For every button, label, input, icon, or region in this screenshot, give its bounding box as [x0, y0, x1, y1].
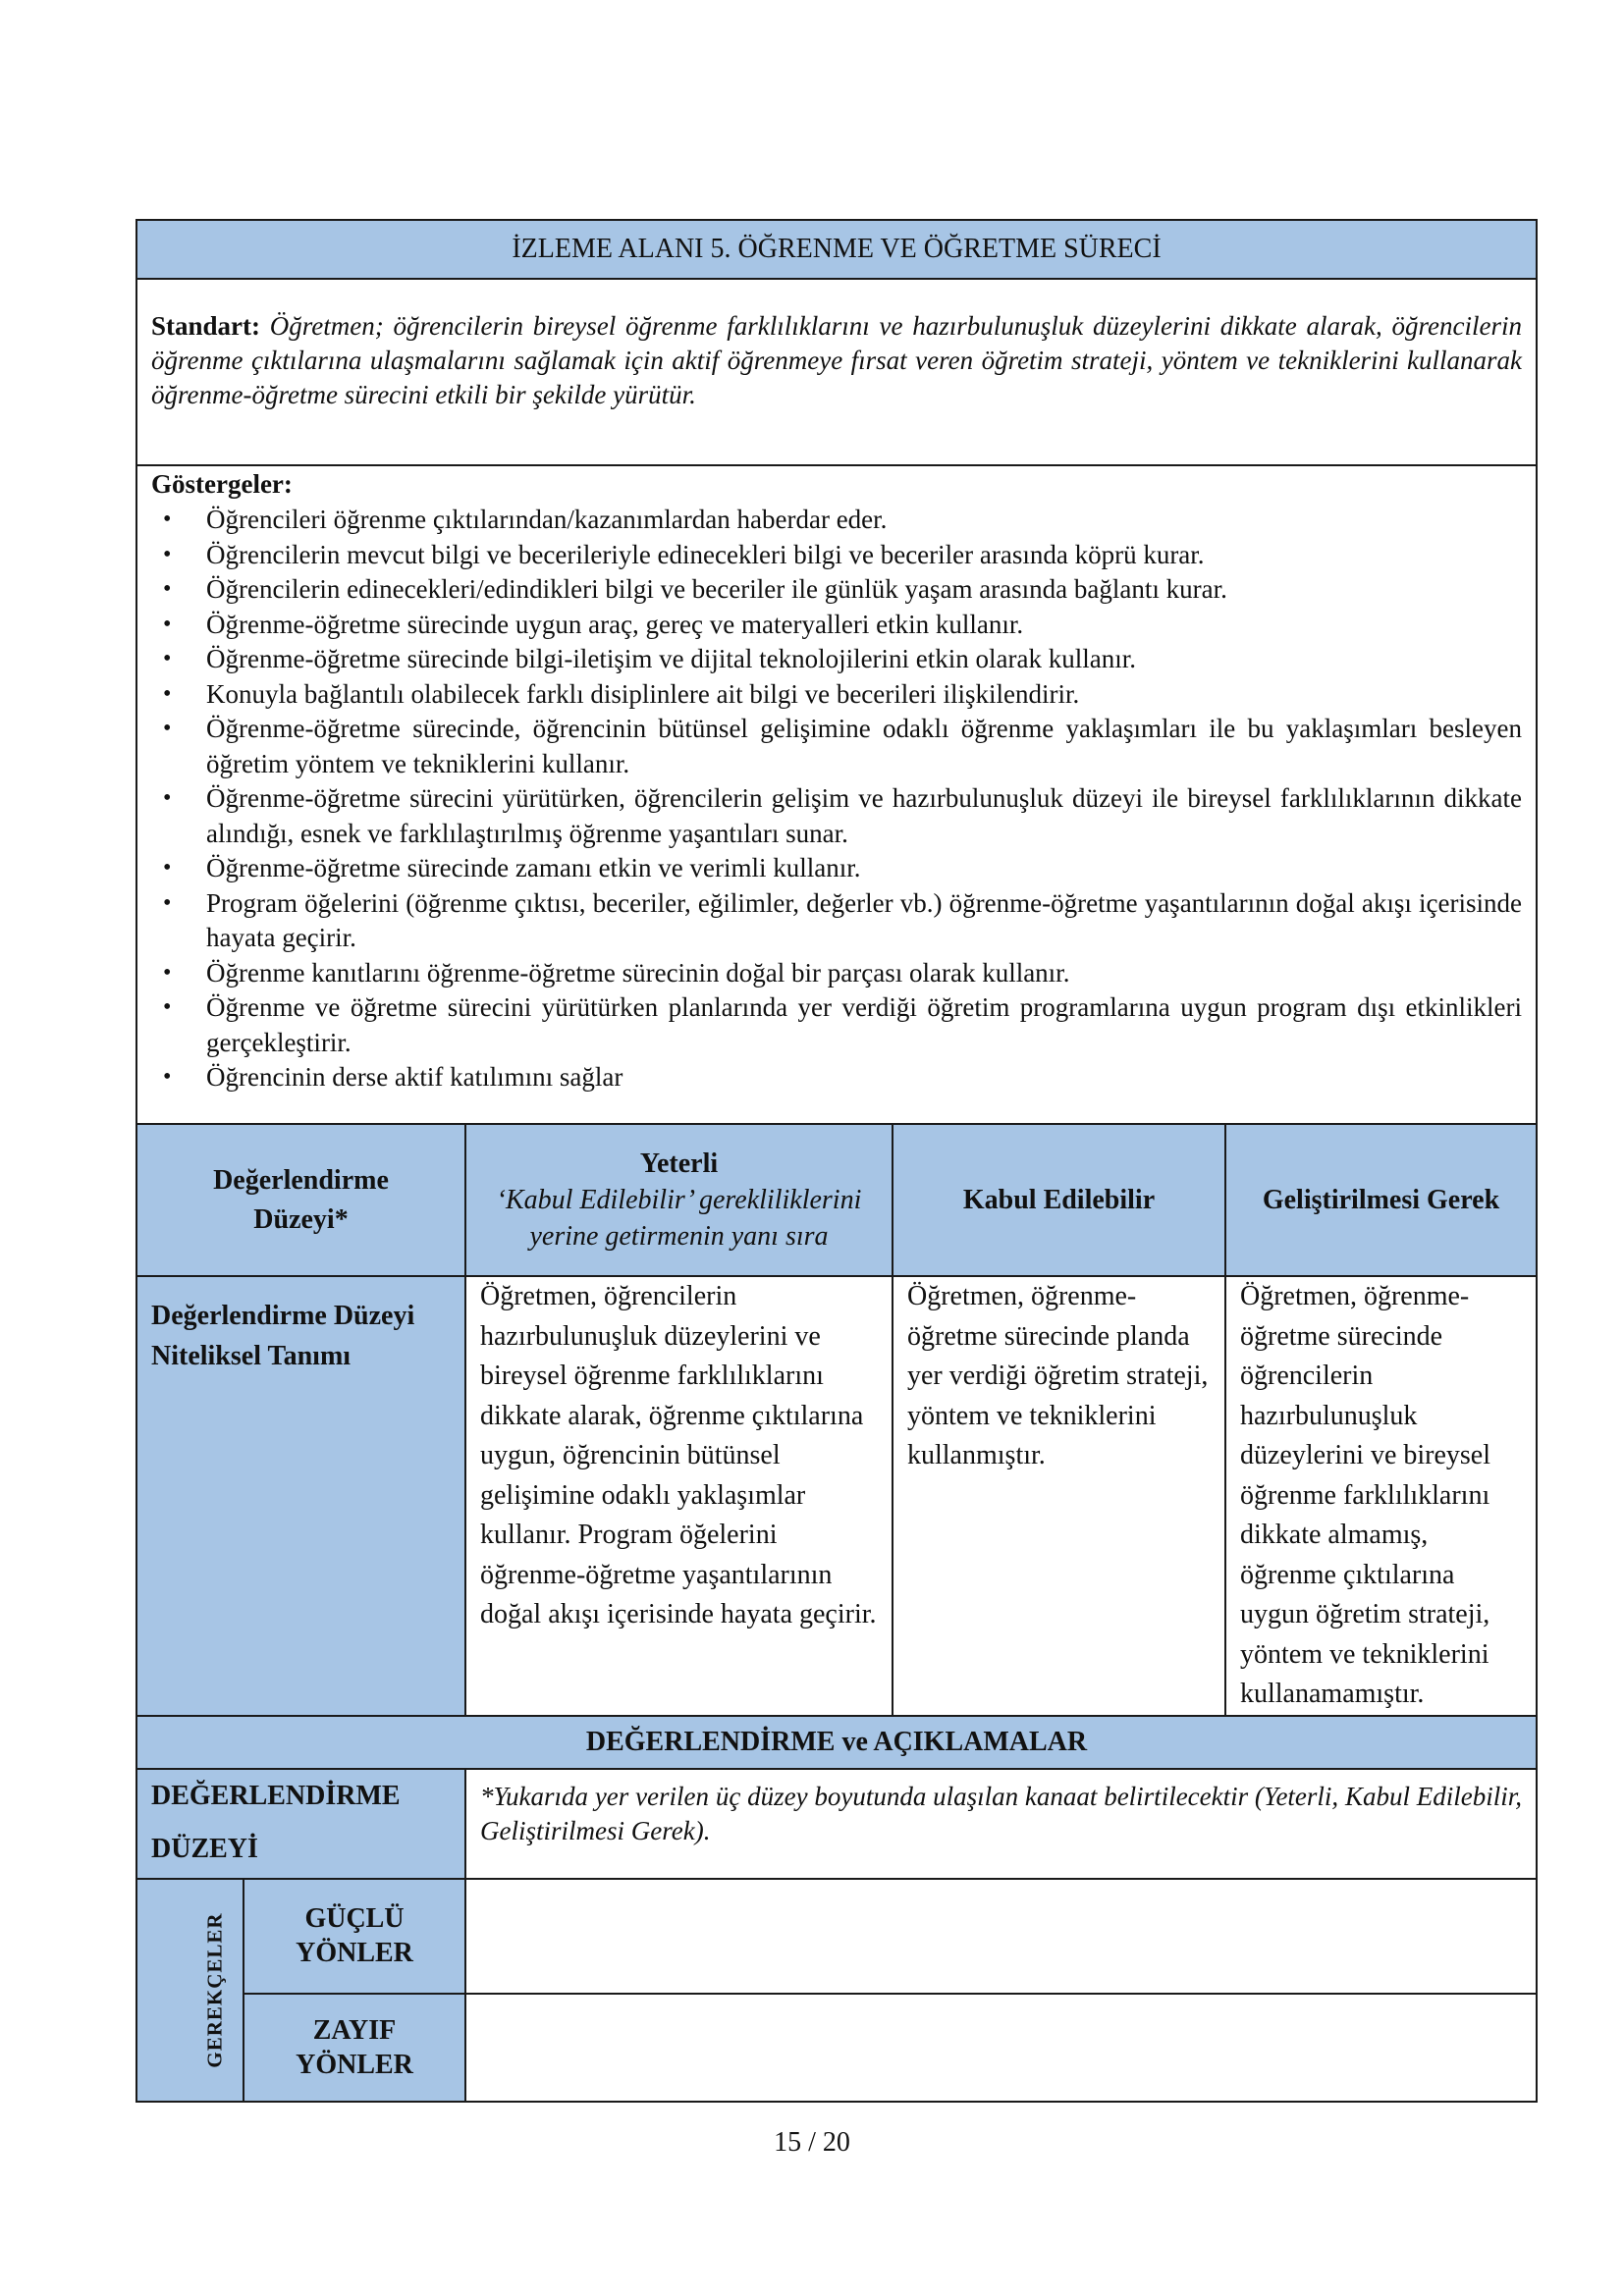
- indicator-item: • Öğrenme kanıtlarını öğrenme-öğretme sürecinin doğal bir parçası olarak kullanır.: [206, 956, 1522, 991]
- indicators-list: [151, 503, 1522, 1095]
- indicator-item: • Öğrenme-öğretme sürecinde bilgi-iletişim ve dijital teknolojilerini etkin olarak kullanır.: [206, 642, 1522, 677]
- reasons-label-cell: [136, 1879, 244, 2102]
- evaluation-level-header-line1: Değerlendirme: [213, 1164, 389, 1196]
- evaluation-level-field[interactable]: *Yukarıda yer verilen üç düzey boyutunda ulaşılan kanaat belirtilecektir (Yeterli, Kabul Edilebilir, Geliştirilmesi Gerek).: [465, 1769, 1537, 1879]
- evaluation-level-label: [136, 1769, 465, 1879]
- section-title: [136, 220, 1537, 279]
- indicators-heading: Göstergeler:: [151, 469, 293, 499]
- evaluation-level-label-line1: DEĞERLENDİRME: [151, 1780, 401, 1811]
- standard-text: Öğretmen; öğrencilerin bireysel öğrenme farklılıklarını ve hazırbulunuşluk düzeylerini dikkate alarak, öğrencilerin öğrenme çıktılarına ulaşmalarını sağlamak için aktif öğrenmeye fırsat veren öğretim strateji, yöntem ve tekniklerini kullanarak öğrenme-öğretme sürecini etkili bir şekilde yürütür.: [151, 311, 1523, 409]
- strengths-field[interactable]: [465, 1879, 1537, 1994]
- strengths-label-line2: YÖNLER: [296, 1938, 413, 1968]
- standard-cell: [136, 279, 1537, 465]
- evaluation-heading: DEĞERLENDİRME ve AÇIKLAMALAR: [136, 1716, 1537, 1769]
- evaluation-level-header-line2: Düzeyi*: [253, 1203, 349, 1235]
- page-number: 15 / 20: [774, 2127, 850, 2158]
- weaknesses-label-line1: ZAYIF: [312, 2014, 397, 2046]
- weaknesses-field[interactable]: [465, 1994, 1537, 2102]
- level-yeterli-subtitle: ‘Kabul Edilebilir’ gerekliliklerini yerine getirmenin yanı sıra: [496, 1185, 862, 1252]
- level-kabul-header: Kabul Edilebilir: [893, 1124, 1225, 1276]
- level-yeterli-header: [465, 1124, 893, 1276]
- indicator-item: • Öğrenme-öğretme sürecinde, öğrencinin bütünsel gelişimine odaklı öğrenme yaklaşımları ile bu yaklaşımları besleyen öğretim yöntem ve tekniklerini kullanır.: [206, 712, 1522, 781]
- qualitative-description-label-line2: Niteliksel Tanımı: [151, 1340, 352, 1371]
- weaknesses-label-line2: YÖNLER: [296, 2049, 413, 2080]
- strengths-label-line1: GÜÇLÜ: [304, 1903, 405, 1934]
- weaknesses-label: [244, 1994, 465, 2102]
- observation-form-table: [135, 219, 1538, 2103]
- indicator-item: • Öğrenme-öğretme sürecinde zamanı etkin ve verimli kullanır.: [206, 851, 1522, 886]
- qualitative-description-label: [136, 1276, 465, 1716]
- level-yeterli-title: Yeterli: [639, 1148, 719, 1179]
- indicator-item: • Öğrenme-öğretme sürecini yürütürken, öğrencilerin gelişim ve hazırbulunuşluk düzeyi ile bireysel farklılıklarının dikkate alındığı, esnek ve farklılaştırılmış öğrenme yaşantıları sunar.: [206, 781, 1522, 851]
- description-gelistirilmesi: Öğretmen, öğrenme-öğretme sürecinde öğrencilerin hazırbulunuşluk düzeylerini ve bireysel öğrenme farklılıklarını dikkate almamış, öğrenme çıktılarına uygun öğretim strateji, yöntem ve tekniklerini kullanamamıştır.: [1225, 1276, 1537, 1716]
- description-kabul: Öğretmen, öğrenme-öğretme sürecinde planda yer verdiği öğretim strateji, yöntem ve tekniklerini kullanmıştır.: [893, 1276, 1225, 1716]
- standard-label: Standart:: [151, 311, 261, 341]
- evaluation-level-label-line2: DÜZEYİ: [151, 1833, 258, 1864]
- indicator-item: • Öğrencileri öğrenme çıktılarından/kazanımlardan haberdar eder.: [206, 503, 1522, 538]
- qualitative-description-label-line1: Değerlendirme Düzeyi: [151, 1301, 415, 1331]
- indicator-item: • Öğrencinin derse aktif katılımını sağlar: [206, 1060, 1522, 1095]
- level-gelistirilmesi-header: Geliştirilmesi Gerek: [1225, 1124, 1537, 1276]
- indicator-item: • Öğrencilerin mevcut bilgi ve becerileriyle edinecekleri bilgi ve beceriler arasında köprü kurar.: [206, 538, 1522, 573]
- strengths-label: [244, 1879, 465, 1994]
- indicator-item: • Öğrencilerin edinecekleri/edindikleri bilgi ve beceriler ile günlük yaşam arasında bağlantı kurar.: [206, 572, 1522, 608]
- evaluation-level-header: [136, 1124, 465, 1276]
- section-title-text: İZLEME ALANI 5. ÖĞRENME VE ÖĞRETME SÜRECİ: [512, 234, 1162, 264]
- indicator-item: • Konuyla bağlantılı olabilecek farklı disiplinlere ait bilgi ve becerileri ilişkilendirir.: [206, 677, 1522, 713]
- indicator-item: • Program öğelerini (öğrenme çıktısı, beceriler, eğilimler, değerler vb.) öğrenme-öğretme yaşantılarının doğal akışı içerisinde hayata geçirir.: [206, 886, 1522, 956]
- reasons-label: GEREKÇELER: [202, 1911, 227, 2068]
- indicator-item: • Öğrenme-öğretme sürecinde uygun araç, gereç ve materyalleri etkin kullanır.: [206, 608, 1522, 643]
- indicator-item: • Öğrenme ve öğretme sürecini yürütürken planlarında yer verdiği öğretim programlarına uygun program dışı etkinlikleri gerçekleştirir.: [206, 990, 1522, 1060]
- indicators-cell: [136, 465, 1537, 1124]
- description-yeterli: Öğretmen, öğrencilerin hazırbulunuşluk düzeylerini ve bireysel öğrenme farklılıklarını dikkate alarak, öğrenme çıktılarına uygun, öğrencinin bütünsel gelişimine odaklı yaklaşımlar kullanır. Program öğelerini öğrenme-öğretme yaşantılarının doğal akışı içerisinde hayata geçirir.: [465, 1276, 893, 1716]
